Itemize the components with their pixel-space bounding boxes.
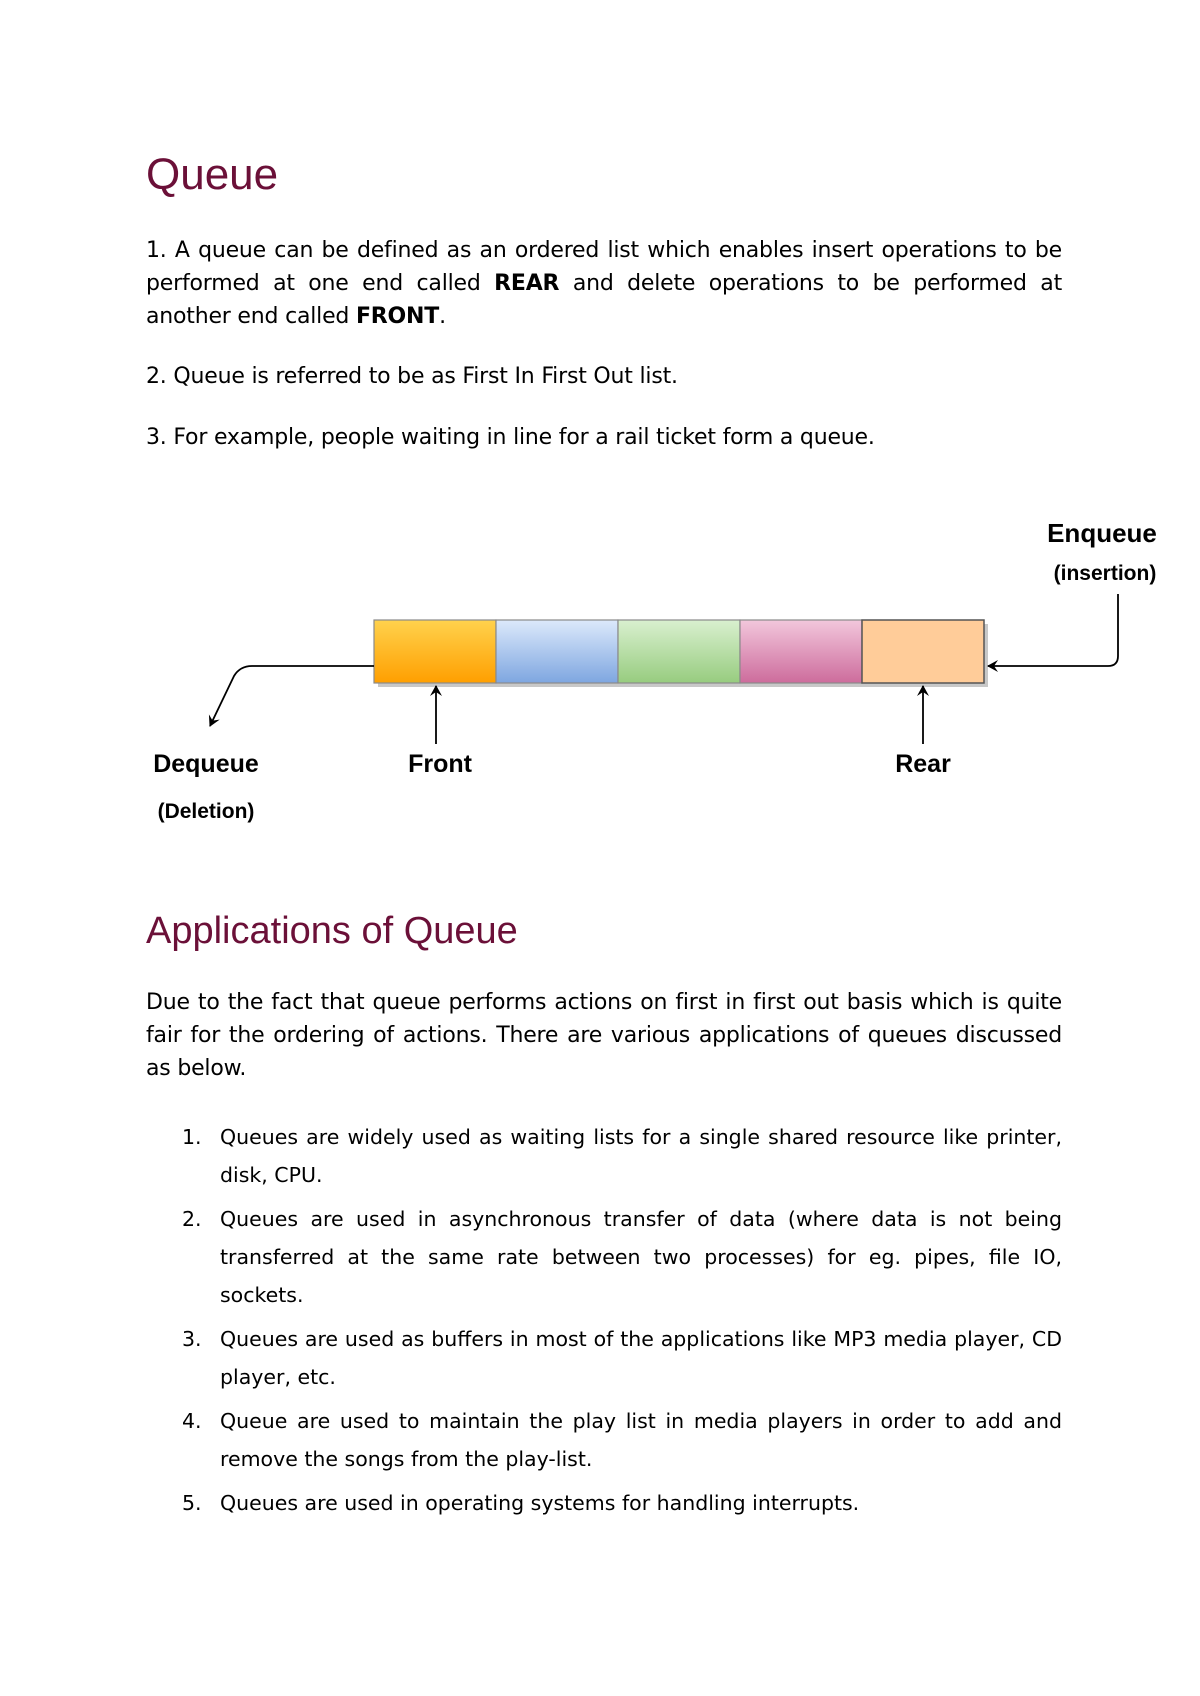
list-item (146, 1118, 1062, 1194)
applications-heading: Applications of Queue (146, 910, 518, 952)
list-item (146, 1484, 1062, 1522)
fifo-paragraph: 2. Queue is referred to be as First In First Out list. (146, 364, 678, 389)
rear-keyword: REAR (494, 271, 560, 296)
list-item-text: Queues are used as buffers in most of the applications like MP3 media player, CD player, etc. (220, 1327, 1062, 1389)
list-item-number: 3. (182, 1327, 202, 1351)
deletion-label: (Deletion) (157, 800, 255, 823)
definition-text-2: and delete operations to be performed at another end called (146, 271, 1062, 329)
list-item (146, 1402, 1062, 1478)
page-title: Queue (146, 150, 279, 199)
list-item (146, 1200, 1062, 1314)
list-item-text: Queues are widely used as waiting lists for a single shared resource like printer, disk, CPU. (220, 1125, 1062, 1187)
queue-diagram (0, 500, 1200, 840)
list-item-text: Queues are used in asynchronous transfer of data (where data is not being transferred at the same rate between two processes) for eg. pipes, file IO, sockets. (220, 1207, 1062, 1307)
dequeue-label: Dequeue (153, 750, 259, 778)
definition-paragraph (146, 234, 1062, 333)
list-item-number: 2. (182, 1207, 202, 1231)
front-label: Front (408, 750, 472, 778)
queue-cell-5 (862, 620, 984, 683)
example-paragraph: 3. For example, people waiting in line for a rail ticket form a queue. (146, 425, 875, 450)
list-item-number: 5. (182, 1491, 202, 1515)
dequeue-arrow (210, 666, 374, 726)
definition-text-1: 1. A queue can be defined as an ordered list which enables insert operations to be performed at one end called (146, 238, 1062, 296)
enqueue-arrow (988, 594, 1118, 666)
definition-text-3: . (439, 304, 446, 329)
list-item-text: Queue are used to maintain the play list in media players in order to add and remove the songs from the play-list. (220, 1409, 1062, 1471)
enqueue-label: Enqueue (1047, 518, 1157, 548)
list-item-number: 4. (182, 1409, 202, 1433)
queue-cell-3 (618, 620, 740, 683)
front-keyword: FRONT (355, 304, 440, 329)
queue-cell-2 (496, 620, 618, 683)
list-item (146, 1320, 1062, 1396)
queue-cell-1 (374, 620, 496, 683)
insertion-label: (insertion) (1053, 562, 1157, 585)
list-item-text: Queues are used in operating systems for handling interrupts. (220, 1491, 860, 1515)
applications-list (146, 1118, 1062, 1528)
list-item-number: 1. (182, 1125, 202, 1149)
rear-label: Rear (895, 750, 951, 778)
queue-cell-4 (740, 620, 862, 683)
applications-intro: Due to the fact that queue performs actions on first in first out basis which is quite fair for the ordering of actions. There are various applications of queues discussed as below. (146, 990, 1062, 1081)
